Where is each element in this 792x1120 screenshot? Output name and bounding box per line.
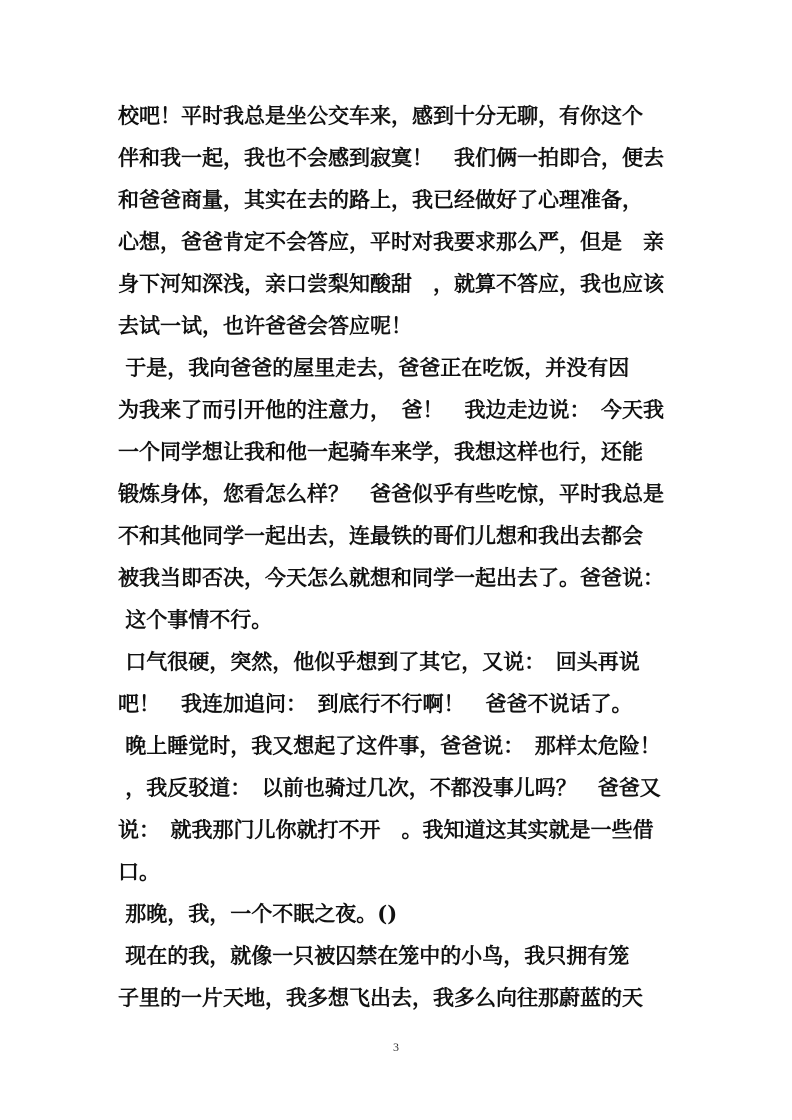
text-line: 说： 就我那门儿你就打不开 。我知道这其实就是一些借: [118, 817, 654, 842]
text-line: 子里的一片天地，我多想飞出去，我多么向往那蔚蓝的天: [118, 985, 643, 1010]
text-line: 校吧！平时我总是坐公交车来，感到十分无聊，有你这个: [118, 103, 643, 128]
text-line: 现在的我，就像一只被囚禁在笼中的小鸟，我只拥有笼: [118, 943, 630, 968]
text-line: 去试一试，也许爸爸会答应呢！: [118, 313, 412, 338]
text-line: 身下河知深浅，亲口尝梨知酸甜 ，就算不答应，我也应该: [118, 271, 664, 296]
text-line: 吧！ 我连加追问： 到底行不行啊！ 爸爸不说话了。: [118, 691, 633, 716]
text-line: 于是，我向爸爸的屋里走去，爸爸正在吃饭，并没有因: [118, 355, 630, 380]
text-line: 一个同学想让我和他一起骑车来学，我想这样也行，还能: [118, 439, 643, 464]
text-line: 和爸爸商量，其实在去的路上，我已经做好了心理准备，: [118, 187, 643, 212]
text-line: 口。: [118, 859, 160, 884]
body-text: [118, 95, 678, 1019]
text-line: 伴和我一起，我也不会感到寂寞！ 我们俩一拍即合，便去: [118, 145, 664, 170]
text-line: 那晚，我，一个不眠之夜。(): [118, 901, 398, 926]
text-line: 晚上睡觉时，我又想起了这件事，爸爸说： 那样太危险！: [118, 733, 661, 758]
text-line: 锻炼身体，您看怎么样？ 爸爸似乎有些吃惊，平时我总是: [118, 481, 664, 506]
text-line: 被我当即否决，今天怎么就想和同学一起出去了。爸爸说：: [118, 565, 664, 590]
text-line: 心想，爸爸肯定不会答应，平时对我要求那么严，但是 亲: [118, 229, 664, 254]
text-line: 口气很硬，突然，他似乎想到了其它，又说： 回头再说: [118, 649, 640, 674]
text-line: ，我反驳道： 以前也骑过几次，不都没事儿吗？ 爸爸又: [118, 775, 661, 800]
text-line: 这个事情不行。: [118, 607, 273, 632]
text-line: 为我来了而引开他的注意力， 爸！ 我边走边说： 今天我: [118, 397, 664, 422]
page-number: 3: [393, 1040, 399, 1054]
text-line: 不和其他同学一起出去，连最铁的哥们儿想和我出去都会: [118, 523, 643, 548]
